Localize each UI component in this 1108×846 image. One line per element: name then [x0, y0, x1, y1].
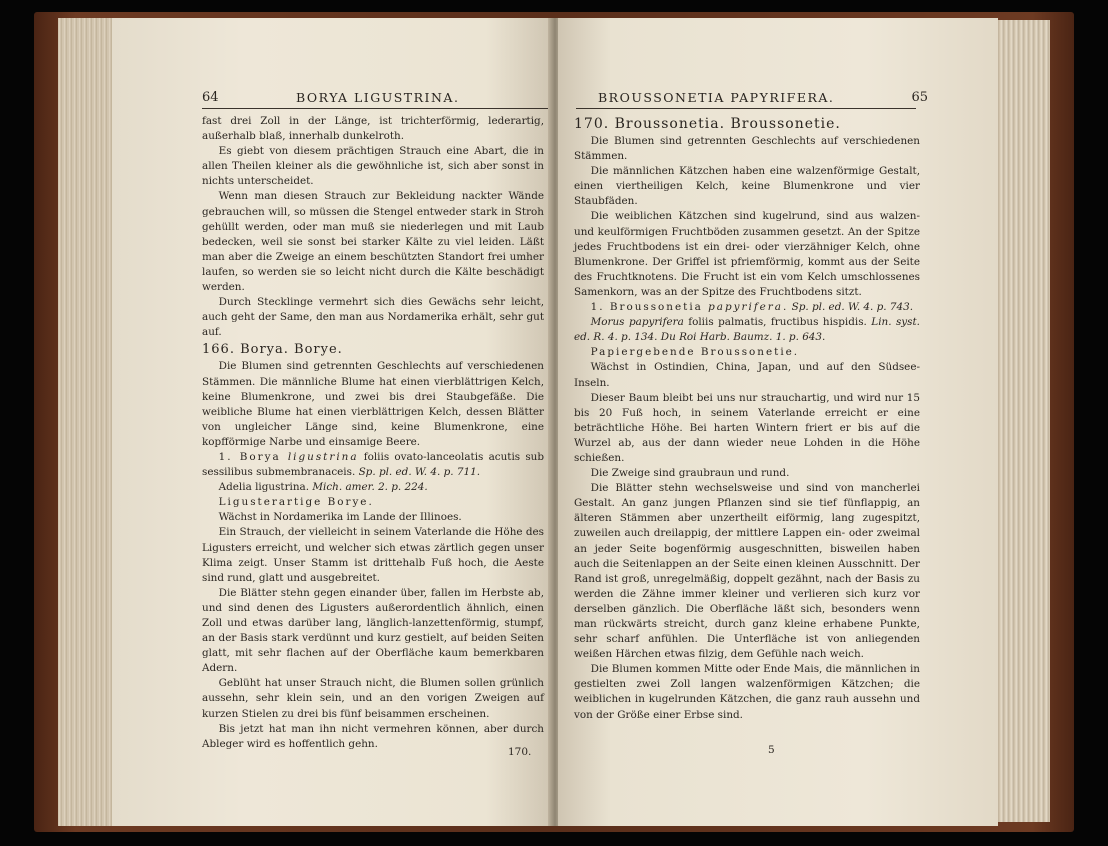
section-title: 170. Broussonetia. Broussonetie.: [574, 116, 841, 132]
running-head: BORYA LIGUSTRINA.: [296, 90, 460, 105]
genus: 1. Broussonetia: [590, 301, 709, 314]
paragraph: Die Blätter stehn gegen einander über, fallen im Herbste ab, und sind denen des Ligusters außerordentlich ähnlich, einen Zoll und etwas darüber lang, länglich-lanzettenförmig, stumpf, an der Basis stark verdünnt und kurz gestielt, auf beiden Seiten glatt, mit sehr flachen auf der Oberfläche kaum bemerkbaren Adern.: [202, 586, 544, 675]
citation: Sp. pl. ed. W. 4. p. 743.: [791, 301, 914, 314]
paragraph: Die Blumen sind getrennten Geschlechts auf verschiedenen Stämmen. Die männliche Blume hat einen vierblättrigen Kelch, keine Blumenkrone, und zwei bis drei Staubgefäße. Die weibliche Blume hat einen vierblättrigen Kelch, dessen Blätter von ungleicher Länge sind, keine Blumenkrone, eine kopfförmige Narbe und einsamige Beere.: [202, 360, 544, 448]
right-page: [558, 18, 998, 826]
paragraph: Dieser Baum bleibt bei uns nur strauchartig, und wird nur 15 bis 20 Fuß hoch, in seinem Vaterlande erreicht er eine beträchtliche Höhe. Bei harten Wintern friert er bis auf die Wurzel ab, aus der dann wieder neue Lohden in die Höhe schießen.: [574, 391, 920, 464]
citation: Lin. syst. ed. R. 4. p. 134. Du Roi Harb. Baumz. 1. p. 643.: [574, 316, 920, 344]
common-name: Papiergebende Broussonetie.: [590, 346, 800, 359]
signature-mark: 5: [768, 744, 775, 756]
paragraph: Die Blumen kommen Mitte oder Ende Mais, die männlichen in gestielten zwei Zoll langen walzenförmigen Kätzchen; die weiblichen in kugelrunden Kätzchen, die ganz rauh aussehn und von der Größe einer Erbse sind.: [574, 663, 920, 721]
paragraph: Die Blumen sind getrennten Geschlechts auf verschiedenen Stämmen.: [574, 135, 920, 163]
paragraph: Wächst in Ostindien, China, Japan, und auf den Südsee-Inseln.: [574, 361, 920, 389]
paragraph: Bis jetzt hat man ihn nicht vermehren können, aber durch Ableger wird es hoffentlich gehn.: [202, 722, 544, 750]
paragraph: Ein Strauch, der vielleicht in seinem Vaterlande die Höhe des Ligusters erreicht, und welcher sich etwas zärtlich gegen unser Klima zeigt. Unser Stamm ist drittehalb Fuß hoch, die Aeste sind rund, glatt und ausgebreitet.: [202, 526, 544, 584]
page-number: 64: [202, 90, 219, 105]
citation: Mich. amer. 2. p. 224.: [312, 481, 428, 494]
left-page-header: [202, 82, 552, 109]
running-head: BROUSSONETIA PAPYRIFERA.: [598, 90, 835, 105]
paragraph: Die männlichen Kätzchen haben eine walzenförmige Gestalt, einen viertheiligen Kelch, keine Blumenkrone und vier Staubfäden.: [574, 165, 920, 208]
synonym: [202, 480, 544, 495]
synonym: [574, 315, 920, 345]
paragraph: Die Blätter stehn wechselsweise und sind von mancherlei Gestalt. An ganz jungen Pflanzen sind sie tief fünflappig, an älteren Stämmen aber unzertheilt eiförmig, lang zugespitzt, zuweilen auch dreilappig, der mittlere Lappen ein- oder zweimal an jeder Seite bogenförmig ausgeschnitten, bisweilen haben auch die Seitenlappen an der Seite einen kleinen Ausschnitt. Der Rand ist groß, unregelmäßig, doppelt gezähnt, nach der Basis zu werden die Zähne immer kleiner und verlieren sich kurz vor derselben gänzlich. Die Oberfläche läßt sich, besonders wenn man rückwärts streicht, durch ganz kleine erhabene Punkte, sehr scharf anfühlen. Die Unterfläche ist von anliegenden weißen Härchen etwas filzig, dem Gefühle nach weich.: [574, 482, 920, 661]
synonym-name: Adelia ligustrina.: [218, 481, 313, 494]
paragraph: Durch Stecklinge vermehrt sich dies Gewächs sehr leicht, auch geht der Same, den man aus Nordamerika erhält, sehr gut auf.: [202, 296, 544, 339]
species-epithet: papyrifera.: [708, 301, 789, 314]
species-entry: [202, 450, 544, 480]
paragraph: Die weiblichen Kätzchen sind kugelrund, sind aus walzen- und keulförmigen Fruchtböden zusammen gesetzt. An der Spitze jedes Fruchtbodens ist ein drei- oder vierzähniger Kelch, ohne Blumenkrone. Der Griffel ist pfriemförmig, kommt aus der Seite des Fruchtknotens. Die Frucht ist ein vom Kelch umschlossenes Samenkorn, was an der Spitze des Fruchtbodens sitzt.: [574, 210, 920, 298]
species-entry: [574, 300, 920, 315]
paragraph: Wächst in Nordamerika im Lande der Illinoes.: [218, 511, 462, 524]
paragraph: Die Zweige sind graubraun und rund.: [590, 467, 790, 480]
right-page-header: [576, 82, 928, 109]
paragraph: Es giebt von diesem prächtigen Strauch eine Abart, die in allen Theilen kleiner als die gewöhnliche ist, sich aber sonst in nichts unterscheidet.: [202, 145, 544, 188]
page-number: 65: [911, 90, 928, 105]
catchword: 170.: [508, 746, 532, 758]
paragraph: Wenn man diesen Strauch zur Bekleidung nackter Wände gebrauchen will, so müssen die Stengel entweder stark in Stroh gehüllt werden, oder man muß sie niederlegen und mit Laub bedecken, weil sie sonst bei starker Kälte zu viel leiden. Läßt man aber die Zweige an einem beschützten Standort frei umher laufen, so werden sie so leicht nicht durch die Kälte beschädigt werden.: [202, 190, 544, 294]
synonym-name: Morus papyrifera: [590, 316, 684, 329]
genus: 1. Borya: [218, 450, 288, 463]
citation: Sp. pl. ed. W. 4. p. 711.: [358, 466, 481, 479]
paragraph: Geblüht hat unser Strauch nicht, die Blumen sollen grünlich aussehn, sehr klein sein, und an den vorigen Zweigen auf kurzen Stielen zu drei bis fünf beisammen erscheinen.: [202, 677, 544, 720]
common-name: Ligusterartige Borye.: [218, 496, 374, 509]
left-page: [112, 18, 552, 826]
paragraph: fast drei Zoll in der Länge, ist trichterförmig, lederartig, außerhalb blaß, innerhalb dunkelroth.: [202, 115, 544, 143]
species-epithet: ligustrina: [287, 450, 359, 463]
section-title: 166. Borya. Borye.: [202, 342, 343, 358]
right-page-body: [574, 114, 920, 723]
diagnosis: foliis palmatis, fructibus hispidis.: [683, 316, 872, 329]
diagnosis: foliis ovato-lanceolatis acutis sub sessilibus submembranaceis.: [202, 450, 544, 479]
page-edges-right: [990, 20, 1050, 822]
left-page-body: [202, 114, 544, 752]
